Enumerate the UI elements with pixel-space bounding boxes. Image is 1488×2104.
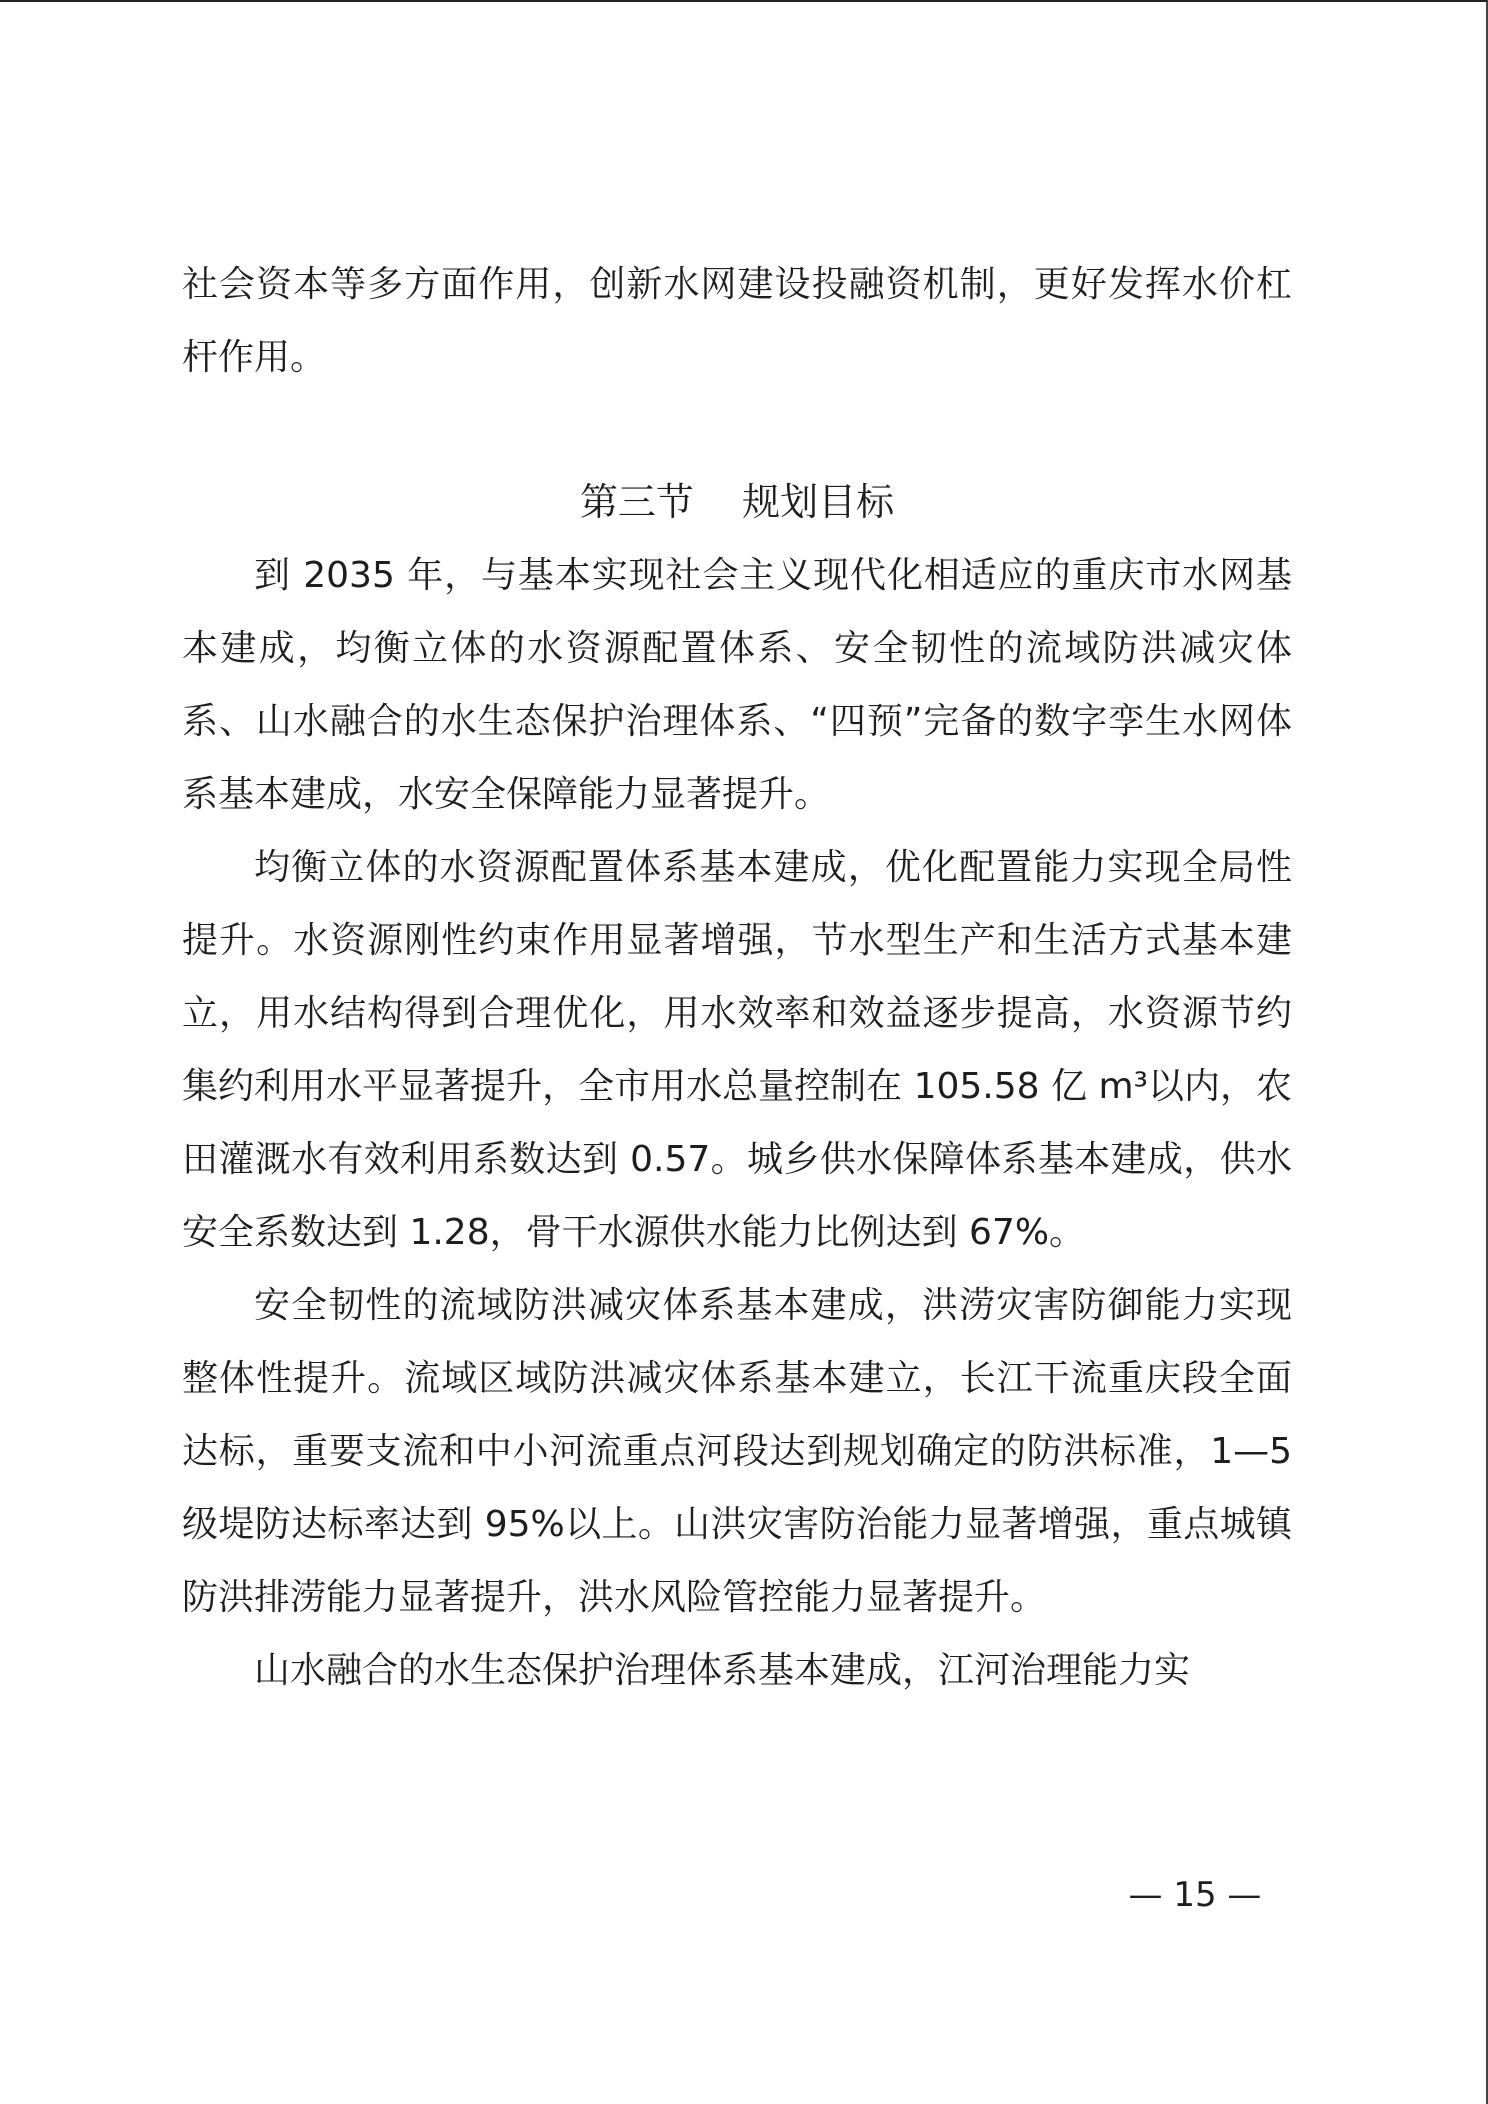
body-paragraphs xyxy=(182,539,1292,1707)
paragraph-overall-goal: 到 2035 年，与基本实现社会主义现代化相适应的重庆市水网基本建成，均衡立体的水资源配置体系、安全韧性的流域防洪减灾体系、山水融合的水生态保护治理体系、“四预”完备的数字孪生水网体系基本建成，水安全保障能力显著提升。 xyxy=(182,555,1292,815)
paragraph-flood-control: 安全韧性的流域防洪减灾体系基本建成，洪涝灾害防御能力实现整体性提升。流域区域防洪减灾体系基本建立，长江干流重庆段全面达标，重要支流和中小河流重点河段达到规划确定的防洪标准，1—5 级堤防达标率达到 95%以上。山洪灾害防治能力显著增强，重点城镇防洪排涝能力显著提升，洪水风险管控能力显著提升。 xyxy=(182,1285,1292,1618)
continued-paragraph-block xyxy=(182,248,1292,394)
section-heading: 第三节 规划目标 xyxy=(579,480,895,524)
continued-paragraph: 社会资本等多方面作用，创新水网建设投融资机制，更好发挥水价杠杆作用。 xyxy=(182,264,1292,378)
page-number: — 15 — xyxy=(1128,1875,1262,1915)
paragraph-water-allocation: 均衡立体的水资源配置体系基本建成，优化配置能力实现全局性提升。水资源刚性约束作用显著增强，节水型生产和生活方式基本建立，用水结构得到合理优化，用水效率和效益逐步提高，水资源节约集约利用水平显著提升，全市用水总量控制在 105.58 亿 m³以内，农田灌溉水有效利用系数达到 0.57。城乡供水保障体系基本建成，供水安全系数达到 1.28，骨干水源供水能力比例达到 67%。 xyxy=(182,847,1292,1253)
paragraph-water-ecology: 山水融合的水生态保护治理体系基本建成，江河治理能力实 xyxy=(254,1650,1191,1691)
